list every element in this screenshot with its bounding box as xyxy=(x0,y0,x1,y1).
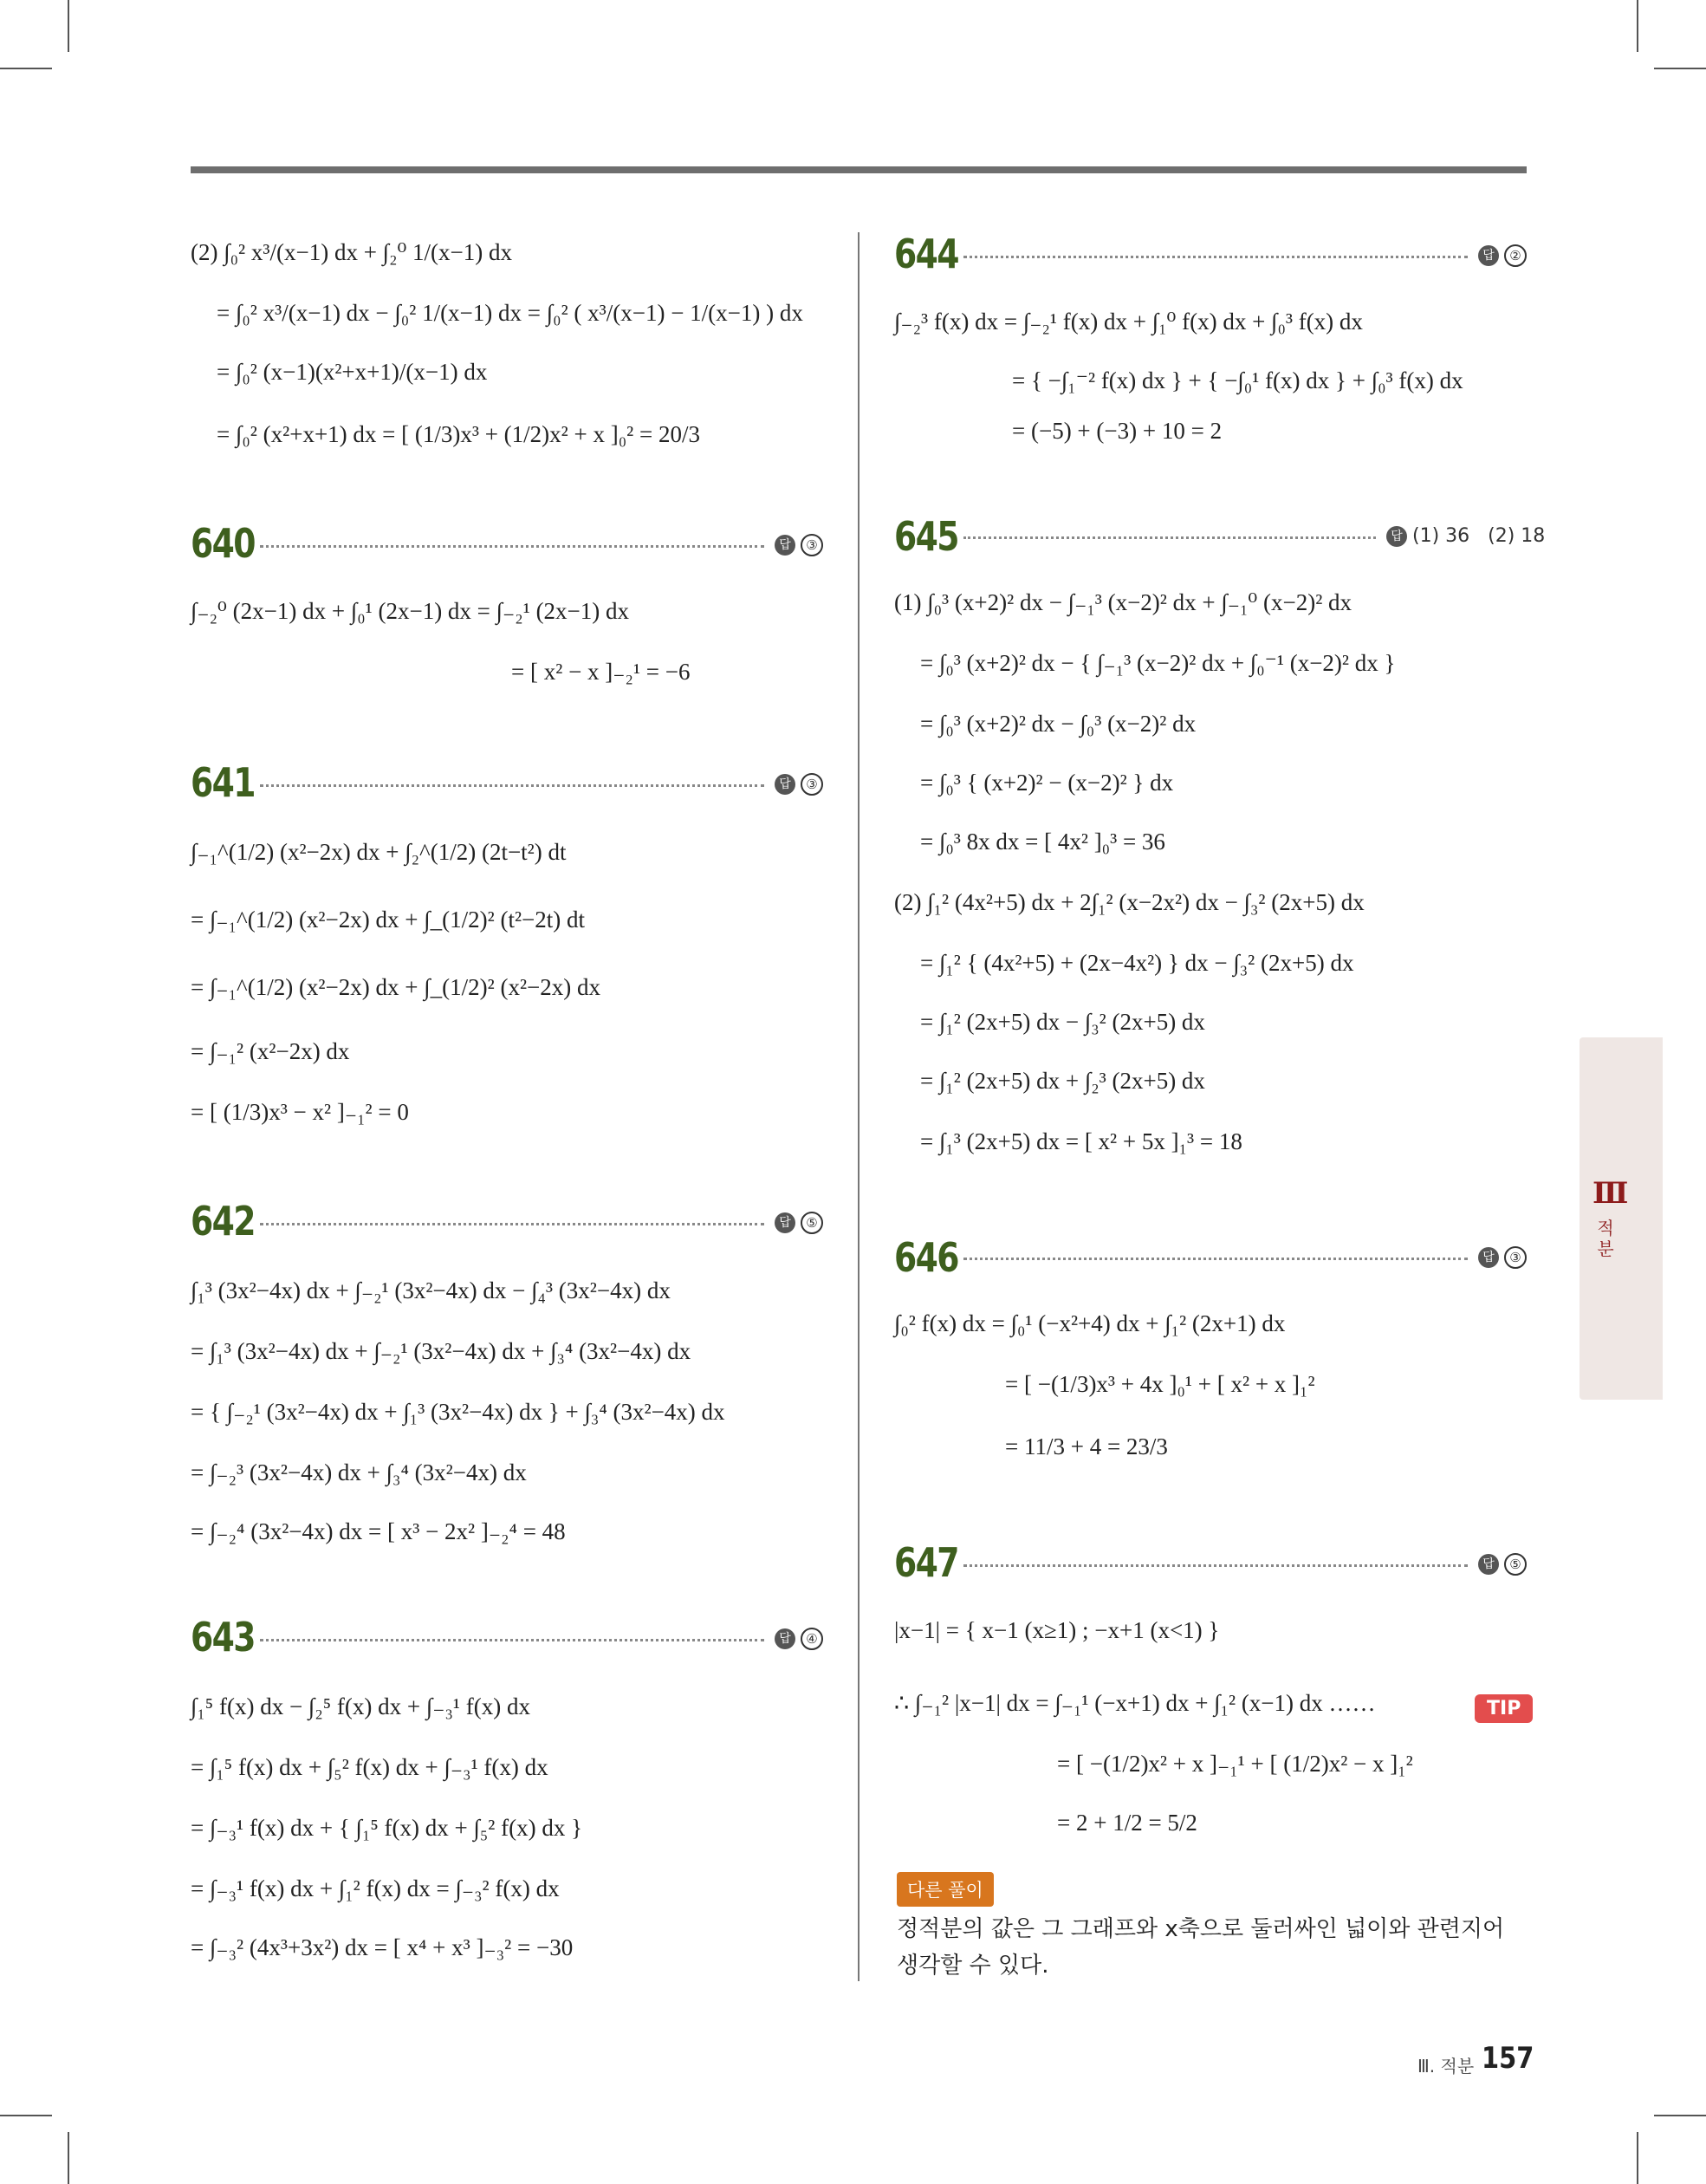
crop-mark xyxy=(68,2132,69,2184)
dotted-leader xyxy=(260,1223,764,1225)
chapter-side-tab xyxy=(1580,1037,1663,1400)
crop-mark xyxy=(1654,2115,1706,2116)
footer-section-title: Ⅲ. 적분 xyxy=(1417,2056,1475,2077)
solution-line: ∫₋₂⁰ (2x−1) dx + ∫₀¹ (2x−1) dx = ∫₋₂¹ (2x−1) dx xyxy=(191,598,630,624)
solution-line: = 11/3 + 4 = 23/3 xyxy=(1005,1433,1168,1459)
answer-mark xyxy=(775,1628,823,1650)
tip-badge: TIP xyxy=(1475,1694,1533,1723)
answer-icon: 답 xyxy=(1478,245,1499,266)
solution-line: ∫₀² f(x) dx = ∫₀¹ (−x²+4) dx + ∫₁² (2x+1) dx xyxy=(894,1310,1286,1336)
solution-line: = ∫₀³ (x+2)² dx − ∫₀³ (x−2)² dx xyxy=(920,711,1197,737)
dotted-leader xyxy=(260,1639,764,1641)
answer-value: ③ xyxy=(801,534,823,556)
problem-number: 641 xyxy=(191,759,255,806)
problem-number: 640 xyxy=(191,520,255,567)
problem-number: 644 xyxy=(894,231,958,277)
answer-value: ④ xyxy=(801,1628,823,1650)
solution-line: = ∫₁³ (2x+5) dx = [ x² + 5x ]₁³ = 18 xyxy=(920,1128,1242,1154)
chapter-label: 적분 xyxy=(1597,1218,1614,1259)
solution-line: (2) ∫₁² (4x²+5) dx + 2∫₁² (x−2x²) dx − ∫₃² (2x+5) dx xyxy=(894,889,1365,915)
problem-number: 645 xyxy=(894,513,958,560)
answer-icon: 답 xyxy=(775,535,795,556)
solution-line: = ∫₀³ 8x dx = [ 4x² ]₀³ = 36 xyxy=(920,829,1165,855)
answer-mark xyxy=(1386,525,1545,547)
answer-icon: 답 xyxy=(775,1628,795,1649)
crop-mark xyxy=(0,2115,52,2116)
alternative-solution-text: 정적분의 값은 그 그래프와 x축으로 둘러싸인 넓이와 관련지어 생각할 수 있다. xyxy=(897,1916,1505,1979)
solution-line: = ∫₀² (x²+x+1) dx = [ (1/3)x³ + (1/2)x² + x ]₀² = 20/3 xyxy=(217,421,700,447)
answer-value: ③ xyxy=(801,773,823,796)
solution-line: ∫₁³ (3x²−4x) dx + ∫₋₂¹ (3x²−4x) dx − ∫₄³ (3x²−4x) dx xyxy=(191,1277,671,1303)
answer-value: ⑤ xyxy=(1504,1553,1527,1576)
solution-line: = ∫₁³ (3x²−4x) dx + ∫₋₂¹ (3x²−4x) dx + ∫₃⁴ (3x²−4x) dx xyxy=(191,1338,691,1364)
solution-line: (2) ∫₀² x³/(x−1) dx + ∫₂⁰ 1/(x−1) dx xyxy=(191,239,513,265)
solution-line: = 2 + 1/2 = 5/2 xyxy=(1057,1810,1197,1836)
dotted-leader xyxy=(963,256,1468,258)
solution-line: ∴ ∫₋₁² |x−1| dx = ∫₋₁¹ (−x+1) dx + ∫₁² (x−1) dx …… xyxy=(894,1690,1376,1716)
solution-line: (1) ∫₀³ (x+2)² dx − ∫₋₁³ (x−2)² dx + ∫₋₁⁰ (x−2)² dx xyxy=(894,589,1352,615)
crop-mark xyxy=(1637,0,1638,52)
column-divider xyxy=(858,232,859,1981)
answer-value: ③ xyxy=(1504,1246,1527,1269)
answer-mark xyxy=(775,534,823,556)
problem-number: 647 xyxy=(894,1539,958,1586)
answer-icon: 답 xyxy=(1478,1554,1499,1575)
solution-line: = ∫₋₁^(1/2) (x²−2x) dx + ∫_(1/2)² (x²−2x) dx xyxy=(191,974,601,1000)
answer-icon: 답 xyxy=(1386,526,1407,547)
dotted-leader xyxy=(963,536,1376,539)
alternative-solution-tag: 다른 풀이 xyxy=(897,1872,994,1907)
answer-value: ⑤ xyxy=(801,1212,823,1234)
solution-line: = ∫₋₃² (4x³+3x²) dx = [ x⁴ + x³ ]₋₃² = −30 xyxy=(191,1934,574,1960)
dotted-leader xyxy=(260,545,764,548)
answer-mark xyxy=(1478,1246,1527,1269)
solution-line: = ∫₋₁² (x²−2x) dx xyxy=(191,1038,350,1064)
solution-line: |x−1| = { x−1 (x≥1) ; −x+1 (x<1) } xyxy=(894,1617,1220,1643)
solution-line: = ∫₀³ { (x+2)² − (x−2)² } dx xyxy=(920,770,1174,796)
solution-line: = ∫₁² { (4x²+5) + (2x−4x²) } dx − ∫₃² (2x+5) dx xyxy=(920,950,1354,976)
problem-number: 642 xyxy=(191,1198,255,1245)
solution-line: = (−5) + (−3) + 10 = 2 xyxy=(1012,418,1223,444)
solution-line: = ∫₀² x³/(x−1) dx − ∫₀² 1/(x−1) dx = ∫₀² ( x³/(x−1) − 1/(x−1) ) dx xyxy=(217,300,803,326)
page-number: 157 xyxy=(1482,2041,1534,2076)
answer-icon: 답 xyxy=(775,774,795,795)
solution-line: = { −∫₁⁻² f(x) dx } + { −∫₀¹ f(x) dx } + ∫₀³ f(x) dx xyxy=(1012,367,1463,393)
crop-mark xyxy=(0,68,52,69)
chapter-roman-numeral: Ⅲ xyxy=(1592,1178,1629,1210)
solution-line: = [ (1/3)x³ − x² ]₋₁² = 0 xyxy=(191,1099,409,1125)
answer-mark xyxy=(1478,244,1527,267)
answer-value: (1) 36 (2) 18 xyxy=(1412,525,1546,547)
solution-line: = ∫₁² (2x+5) dx − ∫₃² (2x+5) dx xyxy=(920,1009,1205,1035)
crop-mark xyxy=(1654,68,1706,69)
problem-number: 643 xyxy=(191,1614,255,1661)
solution-line: = [ −(1/2)x² + x ]₋₁¹ + [ (1/2)x² − x ]₁² xyxy=(1057,1751,1413,1777)
solution-line: ∫₋₂³ f(x) dx = ∫₋₂¹ f(x) dx + ∫₁⁰ f(x) dx + ∫₀³ f(x) dx xyxy=(894,309,1363,335)
solution-line: = ∫₋₂⁴ (3x²−4x) dx = [ x³ − 2x² ]₋₂⁴ = 48 xyxy=(191,1518,566,1544)
solution-line: = ∫₋₁^(1/2) (x²−2x) dx + ∫_(1/2)² (t²−2t) dt xyxy=(191,907,586,933)
solution-line: = [ x² − x ]₋₂¹ = −6 xyxy=(511,659,691,685)
solution-line: ∫₋₁^(1/2) (x²−2x) dx + ∫₂^(1/2) (2t−t²) dt xyxy=(191,839,567,865)
dotted-leader xyxy=(963,1258,1468,1260)
answer-icon: 답 xyxy=(775,1212,795,1233)
solution-line: = { ∫₋₂¹ (3x²−4x) dx + ∫₁³ (3x²−4x) dx } + ∫₃⁴ (3x²−4x) dx xyxy=(191,1399,725,1425)
solution-line: = ∫₋₂³ (3x²−4x) dx + ∫₃⁴ (3x²−4x) dx xyxy=(191,1459,527,1485)
solution-line: = ∫₁² (2x+5) dx + ∫₂³ (2x+5) dx xyxy=(920,1068,1205,1094)
answer-mark xyxy=(775,773,823,796)
dotted-leader xyxy=(260,784,764,787)
crop-mark xyxy=(1637,2132,1638,2184)
solution-line: = ∫₀³ (x+2)² dx − { ∫₋₁³ (x−2)² dx + ∫₀⁻¹ (x−2)² dx } xyxy=(920,650,1396,676)
top-rule xyxy=(191,166,1527,173)
answer-value: ② xyxy=(1504,244,1527,267)
answer-mark xyxy=(1478,1553,1527,1576)
crop-mark xyxy=(68,0,69,52)
dotted-leader xyxy=(963,1564,1468,1567)
solution-line: = ∫₀² (x−1)(x²+x+1)/(x−1) dx xyxy=(217,359,488,385)
problem-number: 646 xyxy=(894,1234,958,1281)
solution-line: = ∫₁⁵ f(x) dx + ∫₅² f(x) dx + ∫₋₃¹ f(x) dx xyxy=(191,1754,548,1780)
answer-mark xyxy=(775,1212,823,1234)
answer-icon: 답 xyxy=(1478,1247,1499,1268)
solution-line: = ∫₋₃¹ f(x) dx + ∫₁² f(x) dx = ∫₋₃² f(x) dx xyxy=(191,1875,560,1901)
solution-line: = ∫₋₃¹ f(x) dx + { ∫₁⁵ f(x) dx + ∫₅² f(x) dx } xyxy=(191,1815,583,1841)
solution-line: = [ −(1/3)x³ + 4x ]₀¹ + [ x² + x ]₁² xyxy=(1005,1371,1315,1397)
solution-line: ∫₁⁵ f(x) dx − ∫₂⁵ f(x) dx + ∫₋₃¹ f(x) dx xyxy=(191,1693,530,1719)
